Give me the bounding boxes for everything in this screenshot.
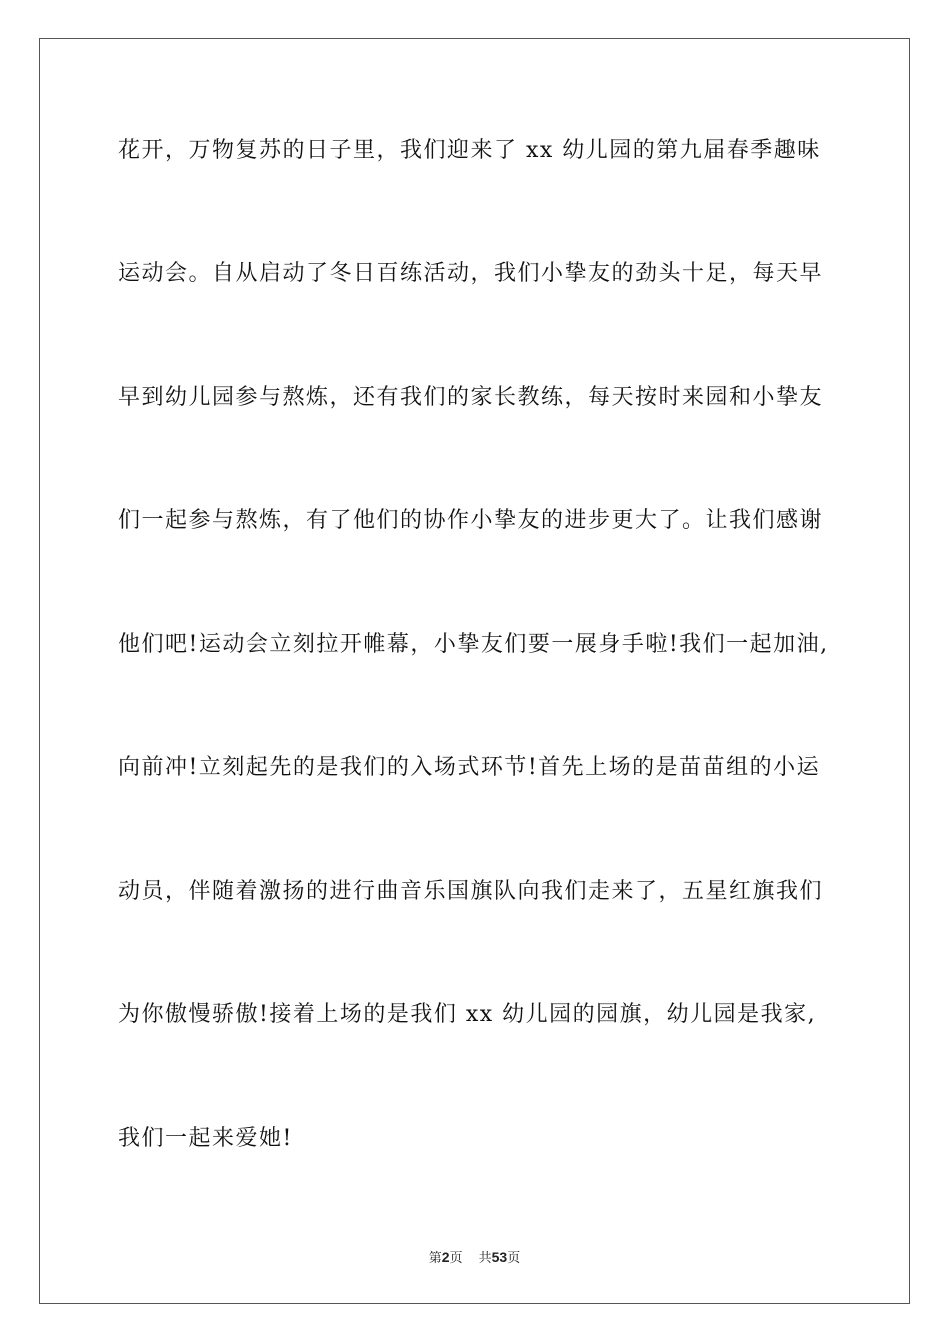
page-number: 2 bbox=[441, 1249, 450, 1265]
text-line: 向前冲!立刻起先的是我们的入场式环节!首先上场的是苗苗组的小运 bbox=[118, 755, 821, 780]
total-prefix: 共 bbox=[478, 1251, 492, 1266]
text-line: 运动会。自从启动了冬日百练活动，我们小挚友的劲头十足，每天早 bbox=[118, 261, 824, 286]
page-prefix: 第 bbox=[428, 1251, 442, 1266]
text-line: 们一起参与熬炼，有了他们的协作小挚友的进步更大了。让我们感谢 bbox=[118, 508, 824, 533]
text-line: 早到幼儿园参与熬炼，还有我们的家长教练，每天按时来园和小挚友 bbox=[118, 385, 824, 410]
text-line: 我们一起来爱她! bbox=[118, 1126, 293, 1151]
total-suffix: 页 bbox=[507, 1251, 521, 1266]
total-pages: 53 bbox=[491, 1249, 508, 1265]
body-text bbox=[40, 39, 909, 1303]
text-line: 花开，万物复苏的日子里，我们迎来了 xx 幼儿园的第九届春季趣味 bbox=[118, 138, 821, 163]
page-frame bbox=[39, 38, 910, 1304]
text-line: 为你傲慢骄傲!接着上场的是我们 xx 幼儿园的园旗，幼儿园是我家, bbox=[118, 1002, 817, 1027]
text-line: 动员，伴随着激扬的进行曲音乐国旗队向我们走来了，五星红旗我们 bbox=[118, 879, 824, 904]
page-footer bbox=[40, 1249, 909, 1267]
page-suffix: 页 bbox=[449, 1251, 463, 1266]
text-line: 他们吧!运动会立刻拉开帷幕，小挚友们要一展身手啦!我们一起加油, bbox=[118, 632, 829, 657]
